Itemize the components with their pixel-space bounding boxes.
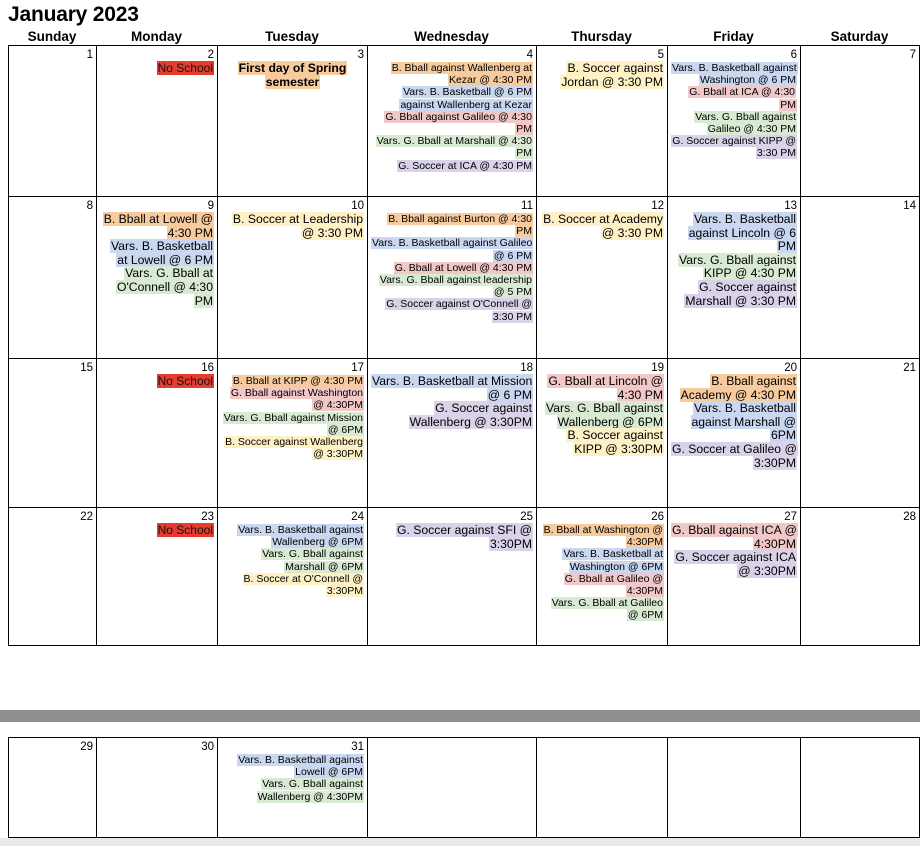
calendar-event[interactable] bbox=[221, 387, 364, 411]
day-cell-18[interactable] bbox=[368, 359, 537, 508]
day-of-week-tuesday: Tuesday bbox=[265, 29, 319, 44]
day-number: 16 bbox=[201, 362, 214, 374]
calendar-event[interactable] bbox=[540, 62, 664, 89]
calendar-event[interactable] bbox=[221, 524, 364, 548]
event-text: G. Soccer against SFI @ 3:30PM bbox=[397, 523, 532, 551]
day-cell-28[interactable] bbox=[801, 508, 920, 646]
event-text: First day of Spring semester bbox=[238, 61, 347, 89]
calendar-grid-page-2 bbox=[8, 737, 920, 838]
event-text: Vars. G. Bball at O'Connell @ 4:30 PM bbox=[116, 266, 213, 308]
page-bottom-edge bbox=[0, 838, 920, 846]
day-cell-10[interactable] bbox=[218, 197, 368, 359]
day-number: 18 bbox=[520, 362, 533, 374]
event-text: Vars. B. Basketball against Wallenberg @ 6PM bbox=[238, 524, 363, 549]
event-text: G. Bball at ICA @ 4:30 PM bbox=[689, 86, 796, 111]
day-cell-17[interactable] bbox=[218, 359, 368, 508]
event-text: G. Bball at Lincoln @ 4:30 PM bbox=[548, 374, 663, 402]
event-text: G. Bball against Galileo @ 4:30 PM bbox=[385, 110, 532, 136]
day-cell-16[interactable] bbox=[97, 359, 218, 508]
calendar-event[interactable] bbox=[221, 573, 364, 597]
day-cell-15[interactable] bbox=[9, 359, 97, 508]
event-text: Vars. B. Basketball at Washington @ 6PM bbox=[563, 548, 663, 573]
event-text: G. Soccer against O'Connell @ 3:30 PM bbox=[386, 298, 532, 323]
semester-start-event[interactable] bbox=[221, 62, 364, 89]
event-text: No School bbox=[157, 61, 213, 75]
calendar-event[interactable] bbox=[100, 240, 214, 267]
day-cell-3[interactable] bbox=[218, 46, 368, 197]
calendar-event[interactable] bbox=[371, 274, 533, 298]
event-text: G. Soccer at Galileo @ 3:30PM bbox=[672, 441, 797, 470]
calendar-event[interactable] bbox=[100, 267, 214, 308]
day-cell-30[interactable] bbox=[97, 738, 218, 838]
calendar-event[interactable] bbox=[371, 375, 533, 402]
calendar-event[interactable] bbox=[221, 548, 364, 572]
calendar-event[interactable] bbox=[540, 548, 664, 572]
calendar-event[interactable] bbox=[100, 213, 214, 240]
event-text: G. Soccer against Wallenberg @ 3:30PM bbox=[409, 401, 532, 429]
day-cell-27[interactable] bbox=[668, 508, 801, 646]
event-text: B. Soccer against Jordan @ 3:30 PM bbox=[561, 61, 663, 89]
calendar-event[interactable] bbox=[371, 111, 533, 135]
event-text: Vars. G. Bball against Marshall @ 6PM bbox=[262, 548, 363, 573]
calendar-event[interactable] bbox=[671, 402, 797, 443]
day-cell-26[interactable] bbox=[537, 508, 668, 646]
calendar-event[interactable] bbox=[671, 213, 797, 254]
event-text: G. Soccer against KIPP @ 3:30 PM bbox=[672, 135, 796, 160]
event-text: G. Soccer at ICA @ 4:30 PM bbox=[398, 159, 532, 172]
day-cell-24[interactable] bbox=[218, 508, 368, 646]
event-text: Vars. B. Basketball at Mission @ 6 PM bbox=[372, 374, 533, 402]
day-number: 14 bbox=[903, 200, 916, 212]
event-text: B. Soccer at Leadership @ 3:30 PM bbox=[232, 212, 363, 240]
day-cell-1[interactable] bbox=[9, 46, 97, 197]
day-of-week-friday: Friday bbox=[713, 29, 754, 44]
event-text: Vars. B. Basketball against Marshall @ 6PM bbox=[691, 401, 796, 443]
calendar-event[interactable] bbox=[371, 524, 533, 551]
day-cell-6[interactable] bbox=[668, 46, 801, 197]
day-cell-7[interactable] bbox=[801, 46, 920, 197]
calendar-event[interactable] bbox=[671, 254, 797, 281]
day-number: 4 bbox=[526, 49, 533, 61]
day-number: 6 bbox=[790, 49, 797, 61]
calendar-event[interactable] bbox=[221, 375, 364, 387]
event-text: Vars. B. Basketball against Galileo @ 6 PM bbox=[372, 237, 533, 262]
event-text: Vars. G. Bball at Marshall @ 4:30 PM bbox=[376, 135, 532, 160]
event-text: Vars. G. Bball against leadership @ 5 PM bbox=[379, 274, 532, 299]
day-cell-2[interactable] bbox=[97, 46, 218, 197]
calendar-event[interactable] bbox=[221, 436, 364, 460]
calendar-event[interactable] bbox=[371, 298, 533, 322]
calendar-week-row bbox=[9, 738, 920, 838]
day-number: 12 bbox=[651, 200, 664, 212]
event-text: B. Soccer at O'Connell @ 3:30PM bbox=[243, 572, 363, 598]
day-cell-11[interactable] bbox=[368, 197, 537, 359]
calendar-event[interactable] bbox=[371, 213, 533, 237]
calendar-event[interactable] bbox=[540, 213, 664, 240]
day-number: 25 bbox=[520, 511, 533, 523]
calendar-event[interactable] bbox=[540, 402, 664, 429]
day-number: 31 bbox=[351, 741, 364, 753]
calendar-event[interactable] bbox=[371, 135, 533, 159]
day-number: 5 bbox=[657, 49, 664, 61]
day-number: 17 bbox=[351, 362, 364, 374]
calendar-event[interactable] bbox=[371, 86, 533, 110]
day-number: 29 bbox=[80, 741, 93, 753]
day-of-week-monday: Monday bbox=[130, 29, 182, 44]
calendar-event[interactable] bbox=[540, 597, 664, 621]
day-number: 8 bbox=[86, 200, 93, 212]
event-text: Vars. G. Bball against Wallenberg @ 6PM bbox=[546, 401, 663, 429]
day-of-week-thursday: Thursday bbox=[571, 29, 632, 44]
calendar-event[interactable] bbox=[221, 754, 364, 778]
empty-day-cell[interactable] bbox=[537, 738, 668, 838]
event-text: G. Soccer against Marshall @ 3:30 PM bbox=[685, 279, 796, 308]
day-number: 24 bbox=[351, 511, 364, 523]
event-text: B. Bball against Wallenberg at Kezar @ 4:30 PM bbox=[391, 62, 532, 87]
day-number: 19 bbox=[651, 362, 664, 374]
event-text: B. Soccer against Wallenberg @ 3:30PM bbox=[225, 436, 363, 461]
day-number: 22 bbox=[80, 511, 93, 523]
calendar-event[interactable] bbox=[671, 281, 797, 308]
calendar-event[interactable] bbox=[540, 573, 664, 597]
event-text: Vars. G. Bball against KIPP @ 4:30 PM bbox=[679, 252, 796, 281]
day-cell-13[interactable] bbox=[668, 197, 801, 359]
calendar-event[interactable] bbox=[671, 111, 797, 135]
page-break-divider bbox=[0, 710, 920, 722]
event-text: B. Bball at KIPP @ 4:30 PM bbox=[232, 375, 363, 387]
calendar-event[interactable] bbox=[671, 62, 797, 86]
event-text: Vars. B. Basketball against Washington @ 6 PM bbox=[672, 62, 797, 87]
day-number: 9 bbox=[207, 200, 214, 212]
calendar-grid-page-1 bbox=[8, 45, 920, 646]
event-text: G. Bball at Galileo @ 4:30PM bbox=[564, 572, 663, 598]
calendar-event[interactable] bbox=[540, 524, 664, 548]
day-cell-25[interactable] bbox=[368, 508, 537, 646]
day-cell-20[interactable] bbox=[668, 359, 801, 508]
day-cell-4[interactable] bbox=[368, 46, 537, 197]
day-cell-21[interactable] bbox=[801, 359, 920, 508]
calendar-event[interactable] bbox=[371, 237, 533, 261]
event-text: G. Bball against Washington @ 4:30PM bbox=[230, 387, 363, 412]
calendar-event[interactable] bbox=[671, 375, 797, 402]
calendar-event[interactable] bbox=[371, 262, 533, 274]
day-number: 2 bbox=[207, 49, 214, 61]
day-number: 23 bbox=[201, 511, 214, 523]
calendar-title: January 2023 bbox=[8, 3, 139, 26]
calendar-event[interactable] bbox=[671, 551, 797, 578]
day-cell-14[interactable] bbox=[801, 197, 920, 359]
event-text: Vars. G. Bball against Wallenberg @ 4:30PM bbox=[257, 778, 363, 803]
event-text: No School bbox=[157, 523, 213, 537]
day-number: 27 bbox=[784, 511, 797, 523]
day-number: 11 bbox=[521, 200, 533, 212]
calendar-event[interactable] bbox=[540, 375, 664, 402]
day-cell-8[interactable] bbox=[9, 197, 97, 359]
event-text: G. Soccer against ICA @ 3:30PM bbox=[675, 550, 796, 578]
calendar-event[interactable] bbox=[671, 524, 797, 551]
no-school-event[interactable] bbox=[100, 524, 214, 537]
event-text: B. Soccer at Academy @ 3:30 PM bbox=[543, 212, 663, 240]
day-of-week-wednesday: Wednesday bbox=[414, 29, 489, 44]
calendar-event[interactable] bbox=[671, 86, 797, 110]
calendar-week-row bbox=[9, 359, 920, 508]
calendar-event[interactable] bbox=[371, 160, 533, 172]
empty-day-cell[interactable] bbox=[668, 738, 801, 838]
event-text: Vars. G. Bball against Galileo @ 4:30 PM bbox=[695, 110, 796, 136]
day-of-week-saturday: Saturday bbox=[830, 29, 889, 44]
no-school-event[interactable] bbox=[100, 375, 214, 388]
day-number: 1 bbox=[86, 49, 93, 61]
calendar-event[interactable] bbox=[371, 62, 533, 86]
event-text: G. Bball at Lowell @ 4:30 PM bbox=[394, 261, 532, 274]
empty-day-cell[interactable] bbox=[368, 738, 537, 838]
day-cell-31[interactable] bbox=[218, 738, 368, 838]
day-number: 7 bbox=[909, 49, 916, 61]
day-number: 28 bbox=[903, 511, 916, 523]
calendar-event[interactable] bbox=[221, 412, 364, 436]
day-of-week-sunday: Sunday bbox=[27, 29, 77, 44]
day-number: 3 bbox=[357, 49, 364, 61]
day-number: 13 bbox=[784, 200, 797, 212]
event-text: B. Soccer against KIPP @ 3:30PM bbox=[567, 428, 663, 456]
day-cell-9[interactable] bbox=[97, 197, 218, 359]
event-text: Vars. B. Basketball at Lowell @ 6 PM bbox=[110, 239, 213, 267]
day-cell-29[interactable] bbox=[9, 738, 97, 838]
event-text: Vars. B. Basketball against Lincoln @ 6 PM bbox=[688, 212, 796, 254]
day-cell-19[interactable] bbox=[537, 359, 668, 508]
day-cell-12[interactable] bbox=[537, 197, 668, 359]
event-text: G. Bball against ICA @ 4:30PM bbox=[672, 523, 797, 551]
calendar-event[interactable] bbox=[540, 429, 664, 456]
event-text: B. Bball against Burton @ 4:30 PM bbox=[388, 213, 532, 238]
calendar-event[interactable] bbox=[371, 402, 533, 429]
calendar-event[interactable] bbox=[671, 135, 797, 159]
event-text: No School bbox=[157, 374, 213, 388]
calendar-week-row bbox=[9, 197, 920, 359]
day-number: 15 bbox=[80, 362, 93, 374]
event-text: Vars. B. Basketball against Lowell @ 6PM bbox=[238, 754, 363, 779]
day-number: 26 bbox=[651, 511, 664, 523]
event-text: Vars. B. Basketball @ 6 PM against Wallenberg at Kezar bbox=[400, 86, 532, 111]
calendar-week-row bbox=[9, 46, 920, 197]
no-school-event[interactable] bbox=[100, 62, 214, 75]
calendar-week-row bbox=[9, 508, 920, 646]
day-number: 30 bbox=[201, 741, 214, 753]
day-number: 21 bbox=[903, 362, 916, 374]
day-cell-5[interactable] bbox=[537, 46, 668, 197]
day-number: 20 bbox=[784, 362, 797, 374]
event-text: B. Bball against Academy @ 4:30 PM bbox=[680, 374, 796, 402]
event-text: B. Bball at Lowell @ 4:30 PM bbox=[103, 212, 213, 240]
event-text: Vars. G. Bball against Mission @ 6PM bbox=[223, 411, 363, 436]
calendar-event[interactable] bbox=[671, 443, 797, 470]
calendar-event[interactable] bbox=[221, 778, 364, 802]
day-cell-23[interactable] bbox=[97, 508, 218, 646]
event-text: B. Bball at Washington @ 4:30PM bbox=[543, 524, 663, 549]
day-cell-22[interactable] bbox=[9, 508, 97, 646]
day-number: 10 bbox=[351, 200, 364, 212]
event-text: Vars. G. Bball at Galileo @ 6PM bbox=[551, 597, 663, 622]
empty-day-cell[interactable] bbox=[801, 738, 920, 838]
calendar-event[interactable] bbox=[221, 213, 364, 240]
